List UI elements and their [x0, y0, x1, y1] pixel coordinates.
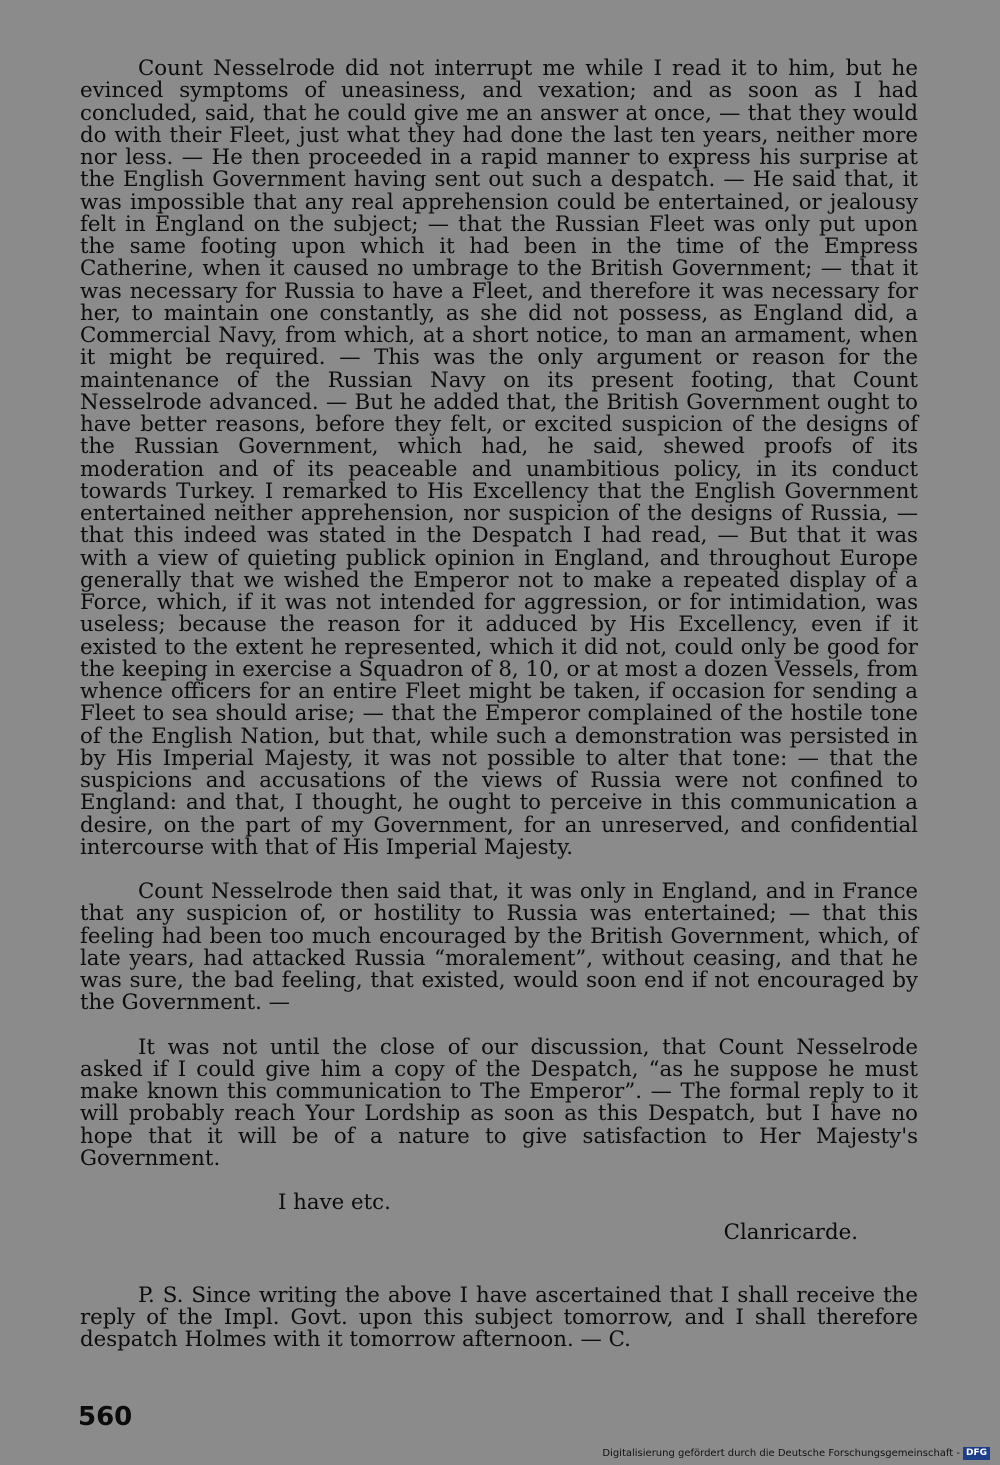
paragraph-3: It was not until the close of our discussion, that Count Nesselrode asked if I could give him a copy of the Despatch, “as he suppose he must make known this communication to The Emperor”. — The formal reply to it will probably reach Your Lordship as soon as this Despatch, but I have no hope that it will be of a nature to give satisfaction to Her Majesty's Government. [80, 1034, 918, 1171]
dfg-logo-icon: DFG [963, 1447, 990, 1460]
document-body [80, 58, 918, 1351]
footer-credit-text: Digitalisierung gefördert durch die Deutsche Forschungsgemeinschaft - [602, 1448, 960, 1459]
paragraph-1: Count Nesselrode did not interrupt me while I read it to him, but he evinced symptoms of uneasiness, and vexation; and as soon as I had concluded, said, that he could give me an answer at once, — that they would do with their Fleet, just what they had done the last ten years, neither more nor less. — He then proceeded in a rapid manner to express his surprise at the English Government having sent out such a despatch. — He said that, it was impossible that any real apprehension could be entertained, or jealousy felt in England on the subject; — that the Russian Fleet was only put upon the same footing upon which it had been in the time of the Empress Catherine, when it caused no umbrage to the British Government; — that it was necessary for Russia to have a Fleet, and therefore it was necessary for her, to maintain one constantly, as she did not possess, as England did, a Commercial Navy, from which, at a short notice, to man an armament, when it might be required. — This was the only argument or reason for the maintenance of the Russian Navy on its present footing, that Count Nesselrode advanced. — But he added that, the British Government ought to have better reasons, before they felt, or excited suspicion of the designs of the Russian Government, which had, he said, shewed proofs of its moderation and of its peaceable and unambitious policy, in its conduct towards Turkey. I remarked to His Excellency that the English Government entertained neither apprehension, nor suspicion of the designs of Russia, — that this indeed was stated in the Despatch I had read, — But that it was with a view of quieting publick opinion in England, and throughout Europe generally that we wished the Emperor not to make a repeated display of a Force, which, if it was not intended for aggression, or for intimidation, was useless; because the reason for it adduced by His Excellency, even if it existed to the extent he represented, which it did not, could only be good for the keeping in exercise a Squadron of 8, 10, or at most a dozen Vessels, from whence officers for an entire Fleet might be taken, if occasion for sending a Fleet to sea should arise; — that the Emperor complained of the hostile tone of the English Nation, but that, while such a demonstration was persisted in by His Imperial Majesty, it was not possible to alter that tone: — that the suspicions and accusations of the views of Russia were not confined to England: and that, I thought, he ought to perceive in this communication a desire, on the part of my Government, for an unreserved, and confidential intercourse with that of His Imperial Majesty. [80, 56, 918, 860]
page-number: 560 [78, 1402, 133, 1432]
footer-credit [602, 1447, 990, 1460]
postscript: P. S. Since writing the above I have ascertained that I shall receive the reply of the Impl. Govt. upon this subject tomorrow, and I shall therefore despatch Holmes with it tomorrow afternoon. — C. [80, 1282, 918, 1352]
paragraph-2: Count Nesselrode then said that, it was only in England, and in France that any suspicion of, or hostility to Russia was entertained; — that this feeling had been too much encouraged by the British Government, which, of late years, had attacked Russia “moralement”, without ceasing, and that he was sure, the bad feeling, that existed, would soon end if not encouraged by the Government. — [80, 879, 918, 1016]
signature: Clanricarde. [723, 1220, 858, 1246]
closing-line: I have etc. [278, 1190, 391, 1215]
